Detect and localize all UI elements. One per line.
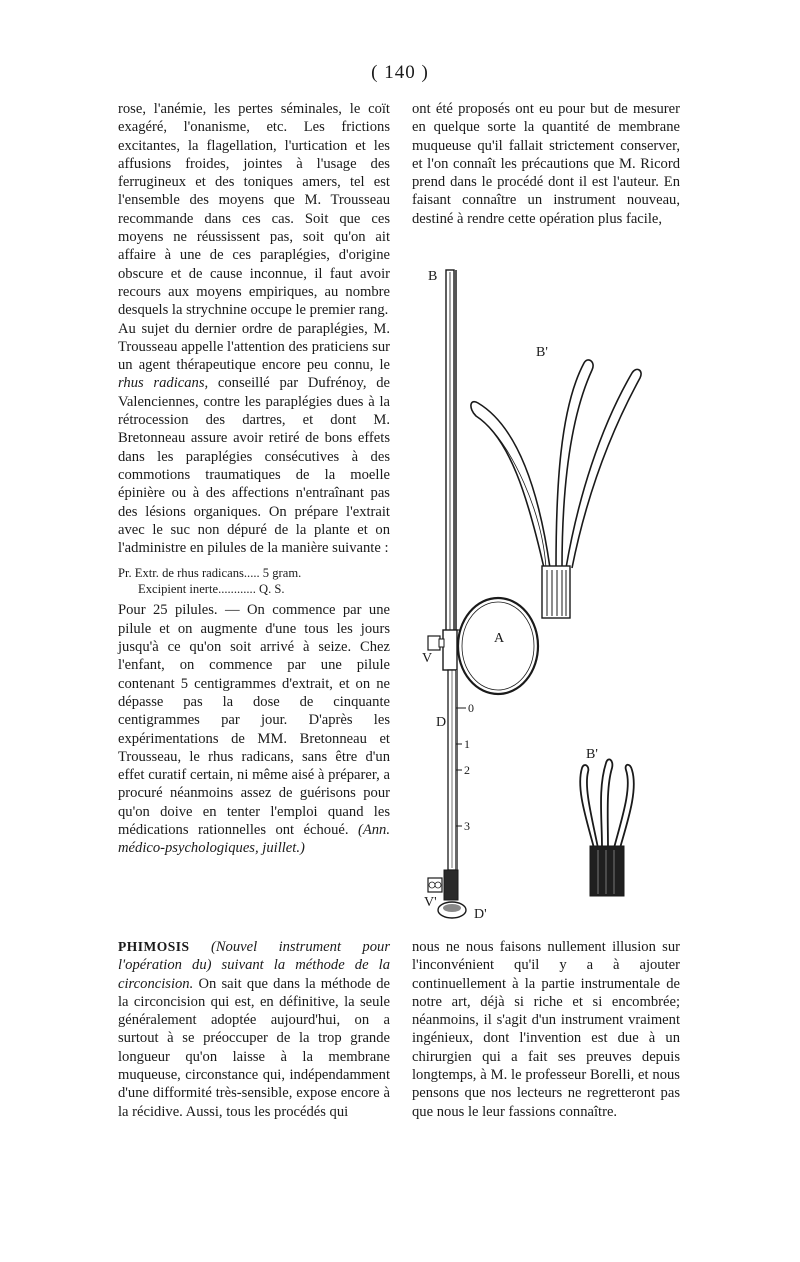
rhus-radicans-italic: rhus radicans, bbox=[118, 375, 209, 392]
page-number: ( 140 ) bbox=[371, 62, 429, 83]
instrument-figure bbox=[410, 258, 690, 938]
paragraph-rhus-radicans: Au sujet du dernier ordre de paraplégies, M. Trousseau appelle l'attention des praticiens sur un agent thérapeutique encore peu connu, le rhus radicans, conseillé par Dufrénoy, de Valenciennes, contre les paraplégies dues à la rétrocession des dartres, et dont M. Bretonneau assure avoir retiré de bons effets dans les paraplégies consécutives à des commotions traumatiques de la moelle épinière ou à des affections n'entraînant pas des lésions organiques. On prépare l'extrait avec le suc non dépuré de la plante et on l'administre en pilules de la manière suivante : bbox=[118, 320, 390, 557]
left-column-bottom bbox=[118, 938, 390, 1121]
label-b: B bbox=[428, 269, 438, 284]
scale-1: 1 bbox=[464, 737, 470, 751]
right-column-bottom bbox=[412, 938, 680, 1121]
recipe-line-excipient: Excipient inerte............ Q. S. bbox=[138, 582, 285, 597]
label-b-prime-bottom: B' bbox=[586, 747, 598, 762]
paragraph-procedes: ont été proposés ont eu pour but de mesurer en quelque sorte la quantité de membrane muqueuse qu'il fallait strictement conserver, et l'on connaît les précautions que M. Ricord prend dans le procédé dont il est l'auteur. En faisant connaître un instrument nouveau, destiné à rendre cette opération plus facile, bbox=[412, 101, 680, 227]
pincers-upper bbox=[471, 360, 641, 568]
source-citation: (Ann. médico-psychologiques, bbox=[118, 821, 390, 857]
pincers-upper-handle bbox=[542, 566, 570, 618]
label-v-prime: V' bbox=[424, 895, 437, 910]
scale-2: 2 bbox=[464, 763, 470, 777]
recipe-line-extract: Pr. Extr. de rhus radicans..... 5 gram. bbox=[118, 566, 302, 581]
ring-a bbox=[457, 598, 538, 694]
right-column-top bbox=[412, 100, 680, 228]
left-column-top bbox=[118, 100, 390, 858]
instrument-drawing bbox=[410, 258, 690, 938]
main-rod bbox=[428, 270, 466, 918]
label-d: D bbox=[436, 715, 447, 730]
entry-head-subtitle: (Nouvel instrument pour l'opération du) suivant la méthode de la circoncision. bbox=[118, 939, 390, 992]
paragraph-pilules: Pour 25 pilules. — On commence par une pilule et on augmente d'une tous les jours jusqu'à ce qu'on soit arrivé à seize. Chez l'enfant, on commence par une pilule contenant 5 centigrammes d'extrait, et on ne dépasse pas la dose de cinquante centigrammes par jour. D'après les expérimentations de MM. Bretonneau et Trousseau, le rhus radicans, sans être d'un effet curatif certain, ni même aisé à préparer, a procuré néanmoins assez de guérisons pour qu'on doive en tenter l'emploi quand les médications rationnelles ont échoué. (Ann. médico-psychologiques, juillet.) bbox=[118, 602, 390, 857]
paragraph-phimosis: PHIMOSIS (Nouvel instrument pour l'opération du) suivant la méthode de la circoncision. On sait que dans la méthode de la circoncision qui est, en définitive, la seule généralement adoptée aujourd'hui, on a surtout à se préoccuper de la trop grande longueur qu'on laisse à la membrane muqueuse, circonstance qui, indépendamment d'une difformité très-sensible, expose encore à la récidive. Aussi, tous les procédés qui bbox=[118, 939, 390, 1120]
label-d-prime: D' bbox=[474, 907, 487, 922]
recipe bbox=[118, 565, 390, 597]
paragraph-anemie: rose, l'anémie, les pertes séminales, le coït exagéré, l'onanisme, etc. Les frictions excitantes, la flagellation, l'urtication et les affusions froides, jointes à l'usage des ferrugineux et des toniques amers, tel est l'ensemble des moyens que M. Trousseau recommande dans ces cas. Soit que ces moyens ne réussissent pas, soit qu'on ait affaire à une de ces paraplégies, d'origine obscure et de cause inconnue, il faut avoir recours aux moyens empiriques, au nombre desquels la strychnine occupe le premier rang. bbox=[118, 101, 390, 319]
entry-head-phimosis: PHIMOSIS bbox=[118, 939, 190, 954]
label-v: V bbox=[422, 651, 433, 666]
scale-3: 3 bbox=[464, 819, 470, 833]
pincers-lower bbox=[580, 759, 634, 848]
label-b-prime-top: B' bbox=[536, 345, 548, 360]
pincers-lower-handle bbox=[590, 846, 624, 896]
scale-0: 0 bbox=[468, 701, 474, 715]
label-a: A bbox=[494, 631, 505, 646]
paragraph-borelli: nous ne nous faisons nullement illusion sur l'inconvénient qu'il y a à ajouter continuellement à la partie instrumentale de notre art, déjà si riche et si encombrée; néanmoins, il s'agit d'un instrument vraiment ingénieux, dont l'invention est due à un chirurgien qui a fait ses preuves depuis longtemps, à M. le professeur Borelli, et nous pensons que nos lecteurs ne regretteront pas que nous le leur fassions connaître. bbox=[412, 939, 680, 1120]
source-date: juillet.) bbox=[262, 840, 305, 857]
